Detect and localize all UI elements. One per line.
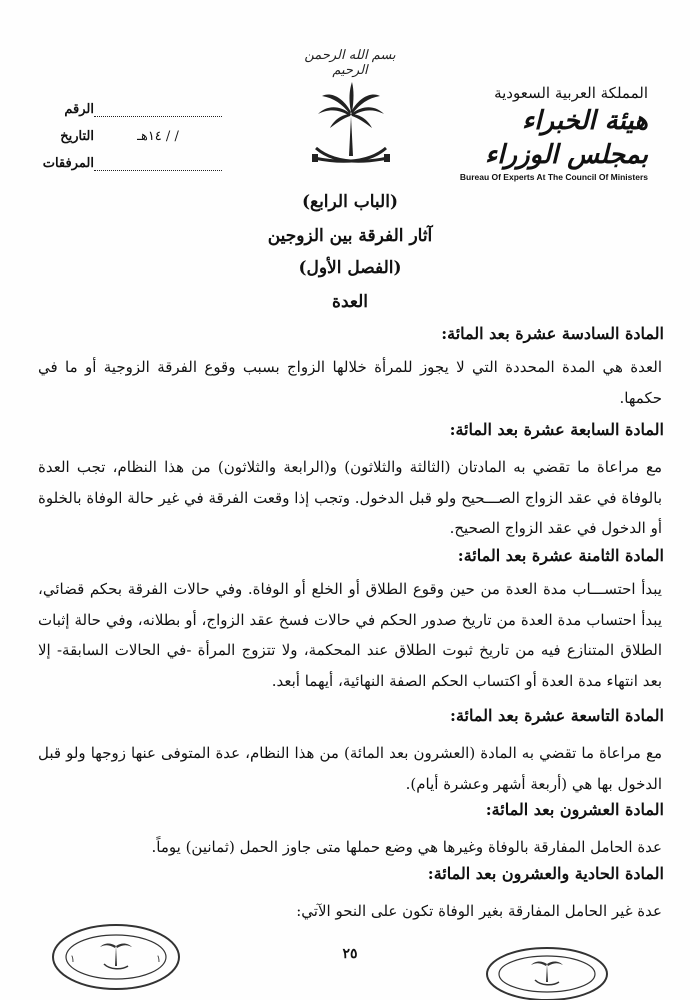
number-row [38,90,228,117]
article-text: عدة غير الحامل المفارقة بغير الوفاة تكون على النحو الآتي: [296,902,662,920]
letter-meta [38,90,228,171]
page-number: ٢٥ [342,946,358,962]
basmala: بسم الله الرحمن الرحيم [304,48,396,78]
article-text: يبدأ احتســـاب مدة العدة من حين وقوع الطلاق أو الخلع أو الوفاة. وفي حالات الفرقة بحكم قضائي، يبدأ احتساب مدة العدة من تاريخ صدور الحكم في حالات فسخ عقد الزواج، أو بطلانه، وفي حالة إثبات الطلاق المتنازع فيه من تاريخ ثبوت الطلاق عند المحكمة، ولا تتزوج المرأة -في الحالات السابقة- إلا بعد انتهاء مدة العدة أو اكتساب الحكم الصفة النهائية، أيهما أبعد. [38,580,662,690]
org-english: Bureau Of Experts At The Council Of Ministers [459,172,648,182]
article-text: العدة هي المدة المحددة التي لا يجوز للمرأة خلالها الزواج بسبب وقوع الفرقة الزوجية أو ما في حكمها. [38,358,662,407]
attachments-row [38,144,228,171]
chapter-title: العدة [332,292,368,312]
article-text: عدة الحامل المفارقة بالوفاة وغيرها هي وضع حملها متى جاوز الحمل (ثمانين) يوماً. [151,838,662,856]
part-heading: (الباب الرابع) [301,192,398,212]
article-title: المادة السادسة عشرة بعد المائة: [441,324,664,343]
org-arabic-line2: هيئة الخبراء بمجلس الوزراء [485,106,648,170]
date-row [38,117,228,144]
article-title: المادة العشرون بعد المائة: [485,800,664,819]
official-seal-right-icon [484,940,610,1000]
article-title: المادة الحادية والعشرون بعد المائة: [427,864,664,883]
chapter-heading: (الفصل الأول) [298,258,402,278]
date-value: / / ١٤هـ [137,129,179,144]
article-text: مع مراعاة ما تقضي به المادتان (الثالثة والثلاثون) و(الرابعة والثلاثون) من هذا النظام، تجب العدة بالوفاة في عقد الزواج الصـــحيح ولو قبل الدخول. وتجب إذا وقعت الفرقة في غير حالة الوفاة بالخلوة أو الدخول في عقد الزواج الصحيح. [38,458,662,537]
svg-text:١: ١ [156,954,162,965]
article-title: المادة الثامنة عشرة بعد المائة: [457,546,664,565]
org-arabic-line1: المملكة العربية السعودية [494,84,648,102]
attachments-label: المرفقات [42,156,94,171]
article-title: المادة التاسعة عشرة بعد المائة: [450,706,664,725]
article-text: مع مراعاة ما تقضي به المادة (العشرون بعد المائة) من هذا النظام، عدة المتوفى عنها زوجها ولو قبل الدخول بها هي (أربعة أشهر وعشرة أيام). [38,744,662,793]
date-label: التاريخ [60,129,94,144]
palm-and-swords-emblem-icon [308,78,394,174]
attachments-line [94,156,222,171]
article-title: المادة السابعة عشرة بعد المائة: [449,420,664,439]
number-label: الرقم [64,102,94,117]
svg-text:١: ١ [70,954,76,965]
official-seal-left-icon [50,922,182,992]
organization-header [448,84,648,182]
part-title: آثار الفرقة بين الزوجين [267,226,433,246]
number-line [94,102,222,117]
